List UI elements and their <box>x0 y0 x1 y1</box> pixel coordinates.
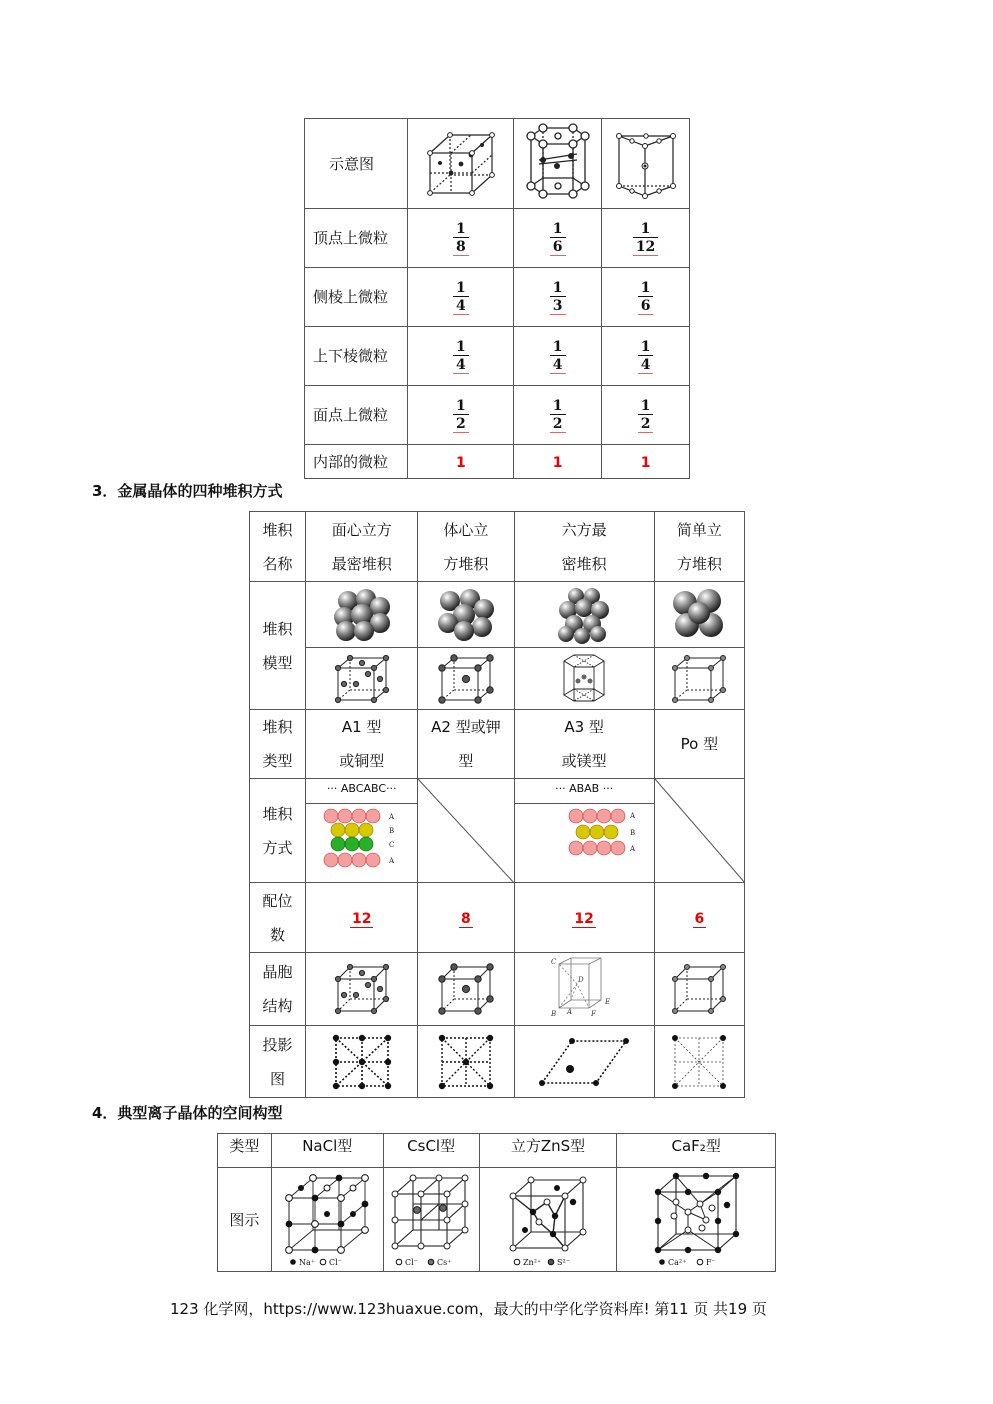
face-fraction: $\frac{1}{2}$ <box>514 386 602 445</box>
svg-text:Zn²⁺: Zn²⁺ <box>522 1257 542 1267</box>
side-edge-fraction: $\frac{1}{3}$ <box>514 268 602 327</box>
row-label-cell: 晶胞 结构 <box>250 953 306 1026</box>
name-fcc: 面心立方 最密堆积 <box>306 512 418 582</box>
row-label-side-edge: 侧棱上微粒 <box>305 268 408 327</box>
stacking-abc: ··· ABCABC··· A B C A <box>306 779 418 883</box>
ionic-crystal-table <box>217 1133 776 1272</box>
type-fcc: A1 型 或铜型 <box>306 710 418 779</box>
projection-hcp <box>514 1026 654 1098</box>
page-footer: 123 化学网，https://www.123huaxue.com，最大的中学化学资料库! 第11 页 共19 页 <box>170 1300 767 1318</box>
svg-text:A: A <box>567 1008 573 1016</box>
row-label-projection: 投影 图 <box>250 1026 306 1098</box>
svg-text:A: A <box>388 857 394 865</box>
cell-fcc <box>306 953 418 1026</box>
svg-text:C: C <box>388 841 395 849</box>
vertex-fraction: $\frac{1}{6}$ <box>514 209 602 268</box>
type-cscl: CsCl型 <box>383 1134 479 1168</box>
name-sc: 简单立 方堆积 <box>654 512 744 582</box>
interior-count: 1 <box>408 445 514 479</box>
row-label-top-bottom-edge: 上下棱微粒 <box>305 327 408 386</box>
hexagonal-prism-diagram <box>514 119 602 209</box>
interior-count: 1 <box>602 445 690 479</box>
row-label-name: 堆积 名称 <box>250 512 306 582</box>
svg-text:E: E <box>605 998 611 1006</box>
svg-text:Cl⁻: Cl⁻ <box>405 1257 419 1267</box>
stacking-ab: ··· ABAB ··· A B A <box>514 779 654 883</box>
lattice-model-fcc <box>306 648 418 710</box>
svg-text:B: B <box>630 829 636 837</box>
metal-stacking-table <box>249 511 745 1098</box>
sphere-model-sc <box>654 582 744 648</box>
svg-text:F⁻: F⁻ <box>706 1257 716 1267</box>
svg-text:A: A <box>630 845 636 853</box>
svg-text:F: F <box>591 1010 597 1018</box>
svg-text:A: A <box>388 813 394 821</box>
type-nacl: NaCl型 <box>271 1134 383 1168</box>
svg-text:B: B <box>388 827 394 835</box>
row-label-vertex: 顶点上微粒 <box>305 209 408 268</box>
sphere-model-fcc <box>306 582 418 648</box>
svg-text:D: D <box>578 976 584 984</box>
svg-text:Na⁺: Na⁺ <box>299 1257 316 1267</box>
figure-caf2 <box>617 1168 776 1272</box>
row-label-figure: 图示 <box>218 1168 272 1272</box>
projection-bcc <box>418 1026 514 1098</box>
coordination-bcc: 8 <box>418 883 514 953</box>
cell-bcc <box>418 953 514 1026</box>
svg-text:Cs⁺: Cs⁺ <box>437 1257 452 1267</box>
svg-text:A: A <box>630 812 636 820</box>
interior-count: 1 <box>514 445 602 479</box>
sphere-model-bcc <box>418 582 514 648</box>
coordination-sc: 6 <box>654 883 744 953</box>
side-edge-fraction: $\frac{1}{4}$ <box>408 268 514 327</box>
type-caf2: CaF₂型 <box>617 1134 776 1168</box>
row-label-coordination: 配位 数 <box>250 883 306 953</box>
cell-sc <box>654 953 744 1026</box>
face-fraction: $\frac{1}{2}$ <box>602 386 690 445</box>
svg-text:Ca²⁺: Ca²⁺ <box>668 1257 687 1267</box>
figure-zns <box>479 1168 617 1272</box>
section-4-heading: 4．典型离子晶体的空间构型 <box>92 1104 283 1122</box>
type-sc: Po 型 <box>654 710 744 779</box>
projection-fcc <box>306 1026 418 1098</box>
stacking-empty-sc <box>654 779 744 883</box>
particle-count-table <box>304 118 690 479</box>
coordination-hcp: 12 <box>514 883 654 953</box>
vertex-fraction: $\frac{1}{12}$ <box>602 209 690 268</box>
row-label-interior: 内部的微粒 <box>305 445 408 479</box>
row-label-type: 堆积 类型 <box>250 710 306 779</box>
svg-text:S²⁻: S²⁻ <box>556 1257 570 1267</box>
lattice-model-bcc <box>418 648 514 710</box>
vertex-fraction: $\frac{1}{8}$ <box>408 209 514 268</box>
row-label-diagram: 示意图 <box>305 119 408 209</box>
name-hcp: 六方最 密堆积 <box>514 512 654 582</box>
lattice-model-hcp <box>514 648 654 710</box>
svg-text:B: B <box>551 1010 557 1018</box>
section-3-heading: 3．金属晶体的四种堆积方式 <box>92 482 283 500</box>
top-bottom-edge-fraction: $\frac{1}{4}$ <box>602 327 690 386</box>
col-label-type: 类型 <box>218 1134 272 1168</box>
coordination-fcc: 12 <box>306 883 418 953</box>
sphere-model-hcp <box>514 582 654 648</box>
figure-cscl <box>383 1168 479 1272</box>
name-bcc: 体心立 方堆积 <box>418 512 514 582</box>
row-label-face: 面点上微粒 <box>305 386 408 445</box>
row-label-model: 堆积 模型 <box>250 582 306 710</box>
triangular-prism-diagram <box>602 119 690 209</box>
svg-text:C: C <box>551 958 557 966</box>
figure-nacl <box>271 1168 383 1272</box>
side-edge-fraction: $\frac{1}{6}$ <box>602 268 690 327</box>
cell-hcp <box>514 953 654 1026</box>
type-zns: 立方ZnS型 <box>479 1134 617 1168</box>
type-bcc: A2 型或钾 型 <box>418 710 514 779</box>
cube-diagram <box>408 119 514 209</box>
type-hcp: A3 型 或镁型 <box>514 710 654 779</box>
face-fraction: $\frac{1}{2}$ <box>408 386 514 445</box>
row-label-method: 堆积 方式 <box>250 779 306 883</box>
top-bottom-edge-fraction: $\frac{1}{4}$ <box>408 327 514 386</box>
stacking-empty-bcc <box>418 779 514 883</box>
lattice-model-sc <box>654 648 744 710</box>
svg-text:Cl⁻: Cl⁻ <box>329 1257 343 1267</box>
top-bottom-edge-fraction: $\frac{1}{4}$ <box>514 327 602 386</box>
projection-sc <box>654 1026 744 1098</box>
